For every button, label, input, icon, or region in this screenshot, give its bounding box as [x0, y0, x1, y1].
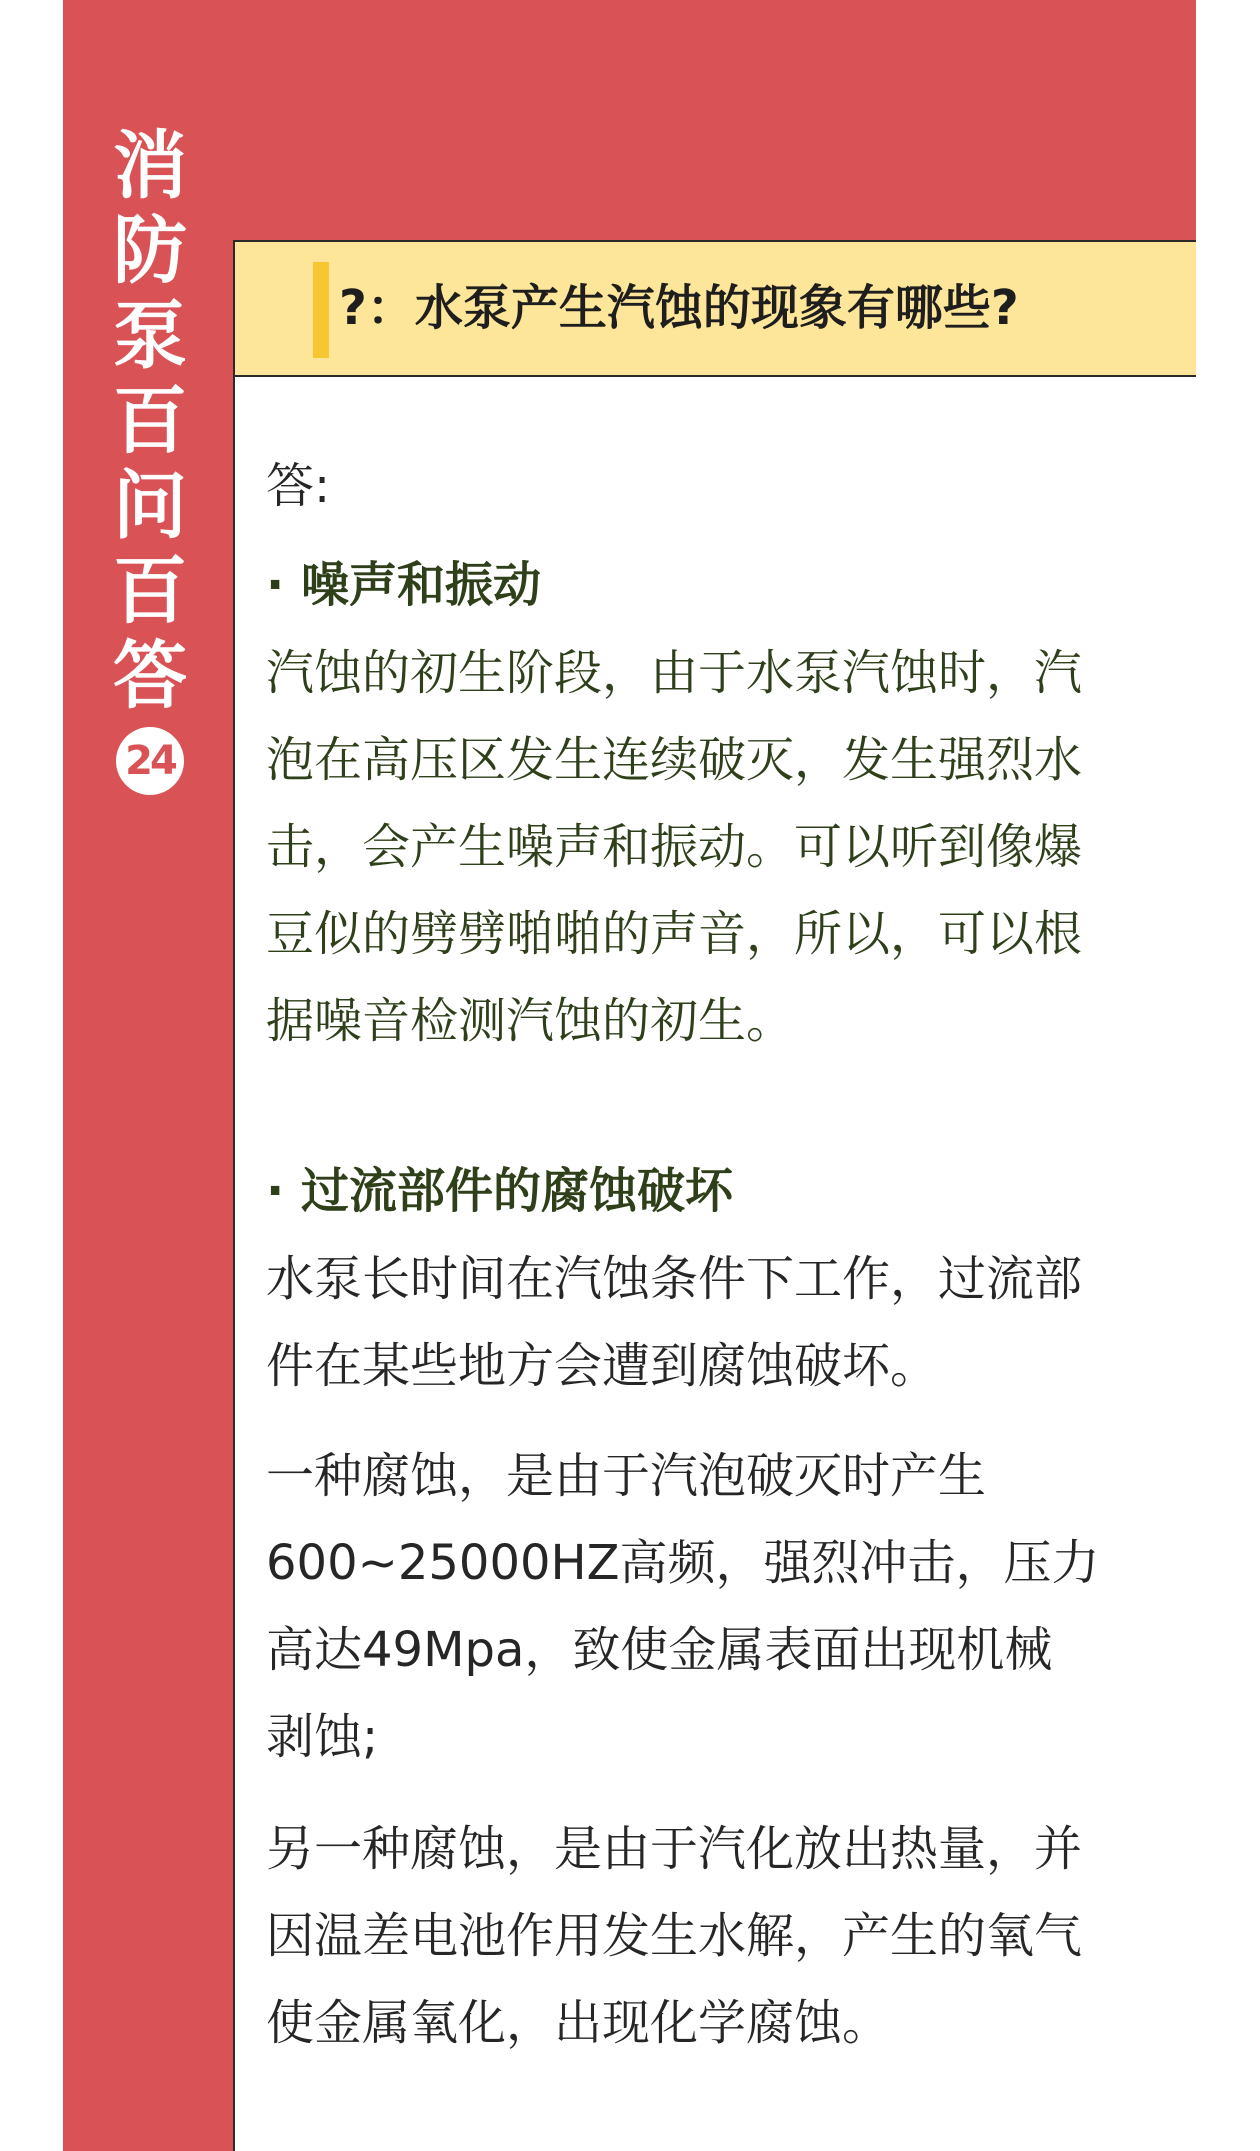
body-line: 600~25000HZ高频，强烈冲击，压力 — [266, 1535, 1100, 1591]
body-line: 使金属氧化，出现化学腐蚀。 — [266, 1995, 891, 2051]
body-line: 泡在高压区发生连续破灭，发生强烈水 — [266, 732, 1083, 788]
body-line: 水泵长时间在汽蚀条件下工作，过流部 — [266, 1251, 1083, 1307]
answer-label: 答: — [266, 458, 331, 514]
section-heading-corrosion: · 过流部件的腐蚀破坏 — [266, 1163, 733, 1219]
body-line: 件在某些地方会遭到腐蚀破坏。 — [266, 1338, 939, 1394]
question-text: ?：水泵产生汽蚀的现象有哪些? — [339, 280, 1019, 336]
title-char: 答 — [113, 633, 187, 719]
title-char: 百 — [113, 378, 187, 464]
body-line: 豆似的劈劈啪啪的声音，所以，可以根 — [266, 906, 1083, 962]
title-char: 百 — [113, 548, 187, 634]
body-line: 高达49Mpa，致使金属表面出现机械 — [266, 1622, 1053, 1678]
body-line: 剥蚀; — [266, 1709, 379, 1765]
body-line: 另一种腐蚀，是由于汽化放出热量，并 — [266, 1821, 1083, 1877]
title-char: 消 — [113, 123, 187, 209]
body-line: 因温差电池作用发生水解，产生的氧气 — [266, 1908, 1083, 1964]
body-line: 一种腐蚀，是由于汽泡破灭时产生 — [266, 1448, 987, 1504]
vertical-title — [100, 124, 200, 795]
title-char: 问 — [113, 463, 187, 549]
question-bar — [235, 242, 1196, 377]
body-line: 击，会产生噪声和振动。可以听到像爆 — [266, 819, 1083, 875]
section-heading-noise: · 噪声和振动 — [266, 557, 541, 613]
episode-number-badge: 24 — [116, 727, 184, 795]
body-line: 汽蚀的初生阶段，由于水泵汽蚀时，汽 — [266, 645, 1083, 701]
title-char: 防 — [113, 208, 187, 294]
title-char: 泵 — [113, 293, 187, 379]
accent-bar — [313, 262, 329, 358]
body-line: 据噪音检测汽蚀的初生。 — [266, 993, 795, 1049]
